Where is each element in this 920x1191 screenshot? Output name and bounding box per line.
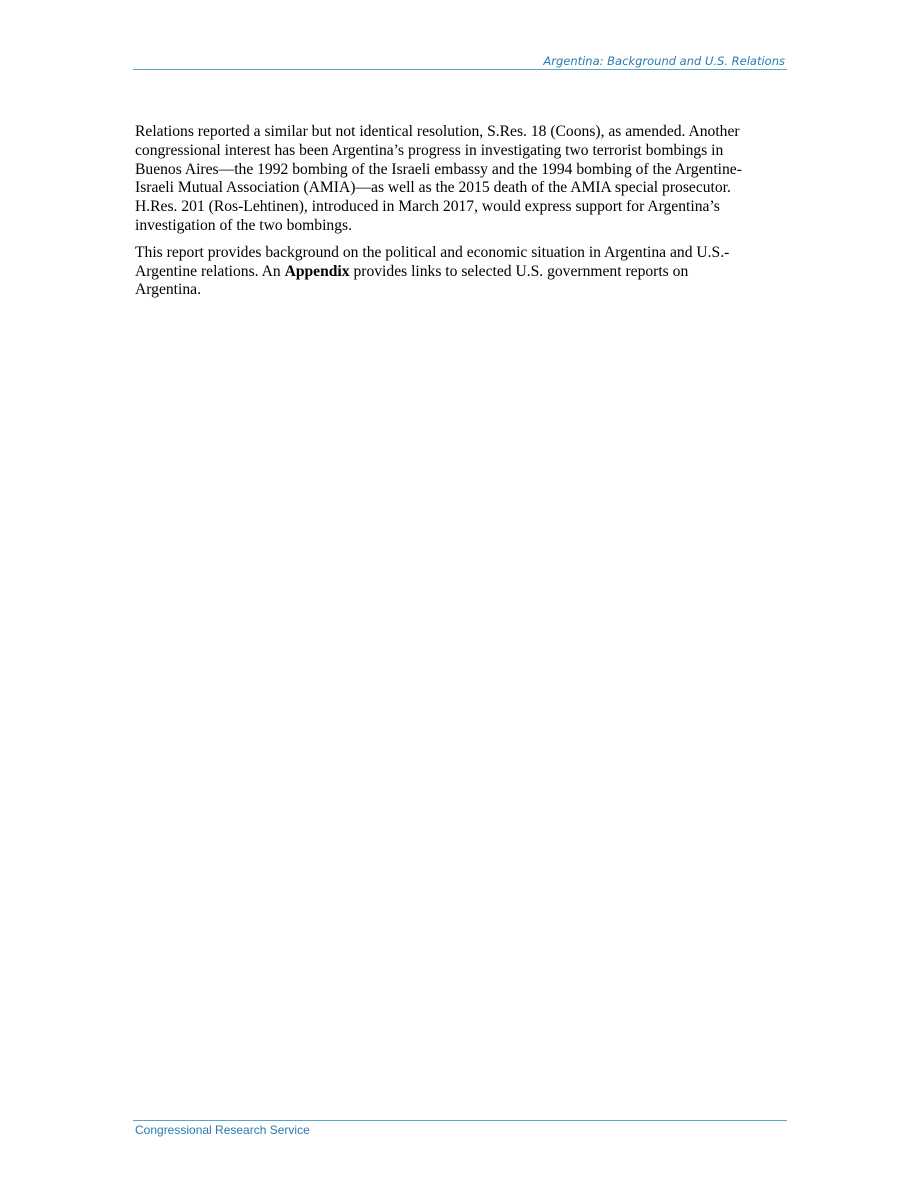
paragraph-1-line-2: congressional interest has been Argentina’s progress in investigating two terrorist bombings in <box>135 141 724 159</box>
paragraph-2-line-2-start: Argentine relations. An <box>135 262 285 280</box>
header-divider <box>133 69 787 70</box>
paragraph-1-line-3: Buenos Aires—the 1992 bombing of the Israeli embassy and the 1994 bombing of the Argentine- <box>135 160 742 178</box>
paragraph-1-line-1: Relations reported a similar but not identical resolution, S.Res. 18 (Coons), as amended. Another <box>135 123 740 140</box>
paragraph-1-line-5: H.Res. 201 (Ros-Lehtinen), introduced in March 2017, would express support for Argentina’s <box>135 198 720 216</box>
footer-divider <box>133 1120 787 1121</box>
paragraph-1-line-6: investigation of the two bombings. <box>135 216 352 234</box>
footer-organization: Congressional Research Service <box>135 1123 310 1137</box>
paragraph-2-line-3: Argentina. <box>135 281 201 299</box>
paragraph-1-line-4: Israeli Mutual Association (AMIA)—as well as the 2015 death of the AMIA special prosecutor. <box>135 179 731 197</box>
paragraph-2-line-1: This report provides background on the political and economic situation in Argentina and U.S.- <box>135 243 730 261</box>
paragraph-2 <box>135 244 795 300</box>
running-header-title: Argentina: Background and U.S. Relations <box>543 54 785 68</box>
document-body <box>135 123 795 308</box>
paragraph-1 <box>135 123 795 236</box>
paragraph-2-line-2-end: provides links to selected U.S. government reports on <box>349 262 689 280</box>
appendix-reference: Appendix <box>284 262 350 280</box>
